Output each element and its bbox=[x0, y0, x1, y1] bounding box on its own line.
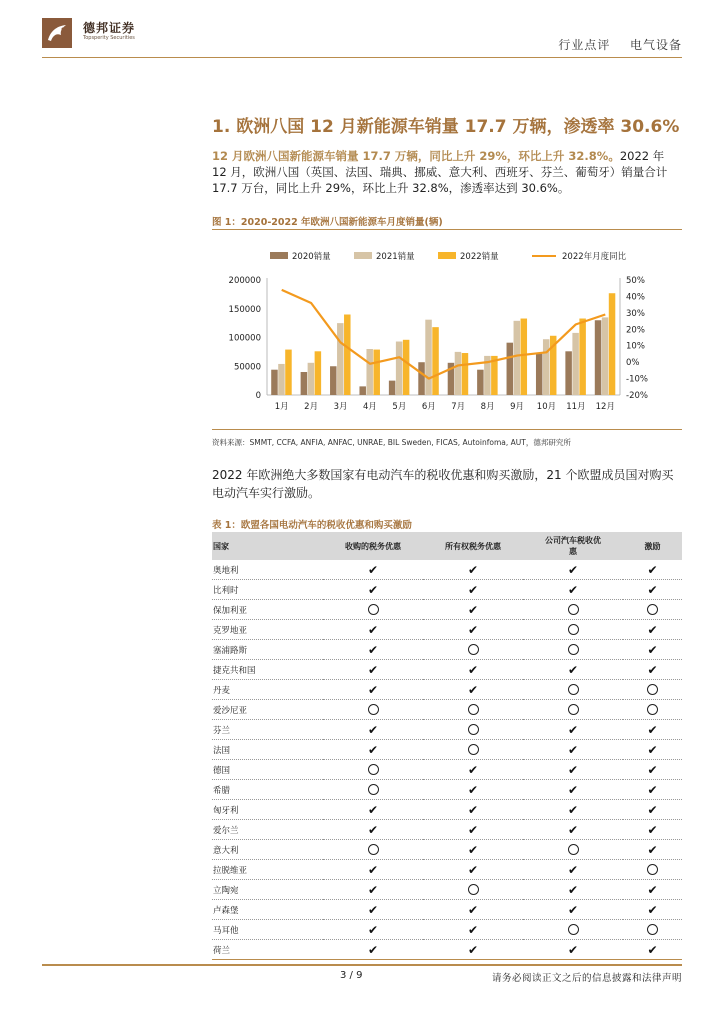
legend-label: 2022年月度同比 bbox=[562, 252, 627, 262]
bar bbox=[565, 351, 572, 395]
table-title: 表 1：欧盟各国电动汽车的税收优惠和购买激励 bbox=[212, 520, 412, 531]
check-icon: ✔ bbox=[323, 640, 423, 660]
check-icon: ✔ bbox=[623, 800, 682, 820]
bar bbox=[271, 370, 277, 395]
company-name-cn: 德邦证券 bbox=[83, 21, 136, 35]
country-cell: 马耳他 bbox=[212, 920, 323, 940]
bar bbox=[536, 354, 543, 395]
x-axis-tick-label: 12月 bbox=[595, 402, 615, 412]
check-icon: ✔ bbox=[623, 640, 682, 660]
check-icon: ✔ bbox=[423, 560, 523, 580]
bar bbox=[301, 372, 308, 395]
check-icon: ✔ bbox=[323, 880, 423, 900]
check-icon: ✔ bbox=[523, 560, 623, 580]
table-header-row bbox=[212, 532, 682, 560]
legend-label: 2021销量 bbox=[376, 252, 415, 262]
header-ownership-tax: 所有权税务优惠 bbox=[423, 532, 523, 560]
country-cell: 匈牙利 bbox=[212, 800, 323, 820]
bar bbox=[432, 327, 439, 395]
y-axis-right-tick-label: 40% bbox=[626, 292, 645, 303]
country-cell: 法国 bbox=[212, 740, 323, 760]
bar bbox=[366, 349, 373, 395]
bar bbox=[344, 315, 351, 396]
check-icon: ✔ bbox=[323, 580, 423, 600]
section-title: 1. 欧洲八国 12 月新能源车销量 17.7 万辆，渗透率 30.6% bbox=[212, 117, 680, 137]
check-icon: ✔ bbox=[323, 740, 423, 760]
y-axis-right-tick-label: -10% bbox=[626, 374, 648, 385]
check-icon: ✔ bbox=[623, 740, 682, 760]
x-axis-tick-label: 10月 bbox=[536, 402, 557, 412]
paragraph-incentives: 2022 年欧洲绝大多数国家有电动汽车的税收优惠和购买激励，21 个欧盟成员国对购买电动汽车实行激励。 bbox=[212, 468, 674, 500]
check-icon: ✔ bbox=[623, 560, 682, 580]
check-icon: ✔ bbox=[323, 680, 423, 700]
circle-icon bbox=[423, 640, 523, 660]
circle-icon bbox=[623, 860, 682, 880]
circle-icon bbox=[523, 920, 623, 940]
x-axis-tick-label: 6月 bbox=[421, 402, 436, 412]
country-cell: 保加利亚 bbox=[212, 600, 323, 620]
country-cell: 立陶宛 bbox=[212, 880, 323, 900]
line-series-yoy bbox=[282, 290, 606, 379]
bar bbox=[373, 350, 380, 395]
table-row bbox=[212, 700, 682, 720]
country-cell: 希腊 bbox=[212, 780, 323, 800]
check-icon: ✔ bbox=[423, 900, 523, 920]
table-row bbox=[212, 640, 682, 660]
circle-icon bbox=[523, 600, 623, 620]
check-icon: ✔ bbox=[523, 880, 623, 900]
bar bbox=[308, 363, 315, 395]
check-icon: ✔ bbox=[623, 820, 682, 840]
table-row bbox=[212, 900, 682, 920]
check-icon: ✔ bbox=[323, 900, 423, 920]
header-incentive: 激励 bbox=[623, 532, 682, 560]
country-cell: 比利时 bbox=[212, 580, 323, 600]
check-icon: ✔ bbox=[523, 800, 623, 820]
legend-swatch bbox=[354, 252, 372, 259]
table-row bbox=[212, 860, 682, 880]
paragraph-summary bbox=[212, 148, 682, 196]
check-icon: ✔ bbox=[523, 580, 623, 600]
table-row bbox=[212, 560, 682, 580]
circle-icon bbox=[323, 840, 423, 860]
check-icon: ✔ bbox=[323, 860, 423, 880]
legal-disclaimer: 请务必阅读正文之后的信息披露和法律声明 bbox=[491, 973, 682, 984]
check-icon: ✔ bbox=[423, 620, 523, 640]
check-icon: ✔ bbox=[623, 580, 682, 600]
table-row bbox=[212, 920, 682, 940]
table-row bbox=[212, 740, 682, 760]
figure-source: 资料来源：SMMT, CCFA, ANFIA, ANFAC, UNRAE, BIL Sweden, FICAS, Autoinfoma, AUT，德邦研究所 bbox=[212, 438, 571, 447]
check-icon: ✔ bbox=[423, 860, 523, 880]
country-cell: 荷兰 bbox=[212, 940, 323, 960]
circle-icon bbox=[323, 700, 423, 720]
bar bbox=[285, 350, 292, 395]
check-icon: ✔ bbox=[423, 820, 523, 840]
table-row bbox=[212, 580, 682, 600]
bar bbox=[595, 320, 602, 395]
check-icon: ✔ bbox=[623, 620, 682, 640]
bar bbox=[602, 317, 609, 395]
paragraph-lead: 12 月欧洲八国新能源车销量 17.7 万辆，同比上升 29%，环比上升 32.8%。 bbox=[212, 149, 620, 163]
y-axis-left-tick-label: 100000 bbox=[228, 333, 261, 344]
table-row bbox=[212, 840, 682, 860]
bar bbox=[315, 351, 322, 395]
check-icon: ✔ bbox=[423, 660, 523, 680]
check-icon: ✔ bbox=[323, 940, 423, 960]
table-row bbox=[212, 680, 682, 700]
table-row bbox=[212, 760, 682, 780]
check-icon: ✔ bbox=[623, 900, 682, 920]
header-country: 国家 bbox=[212, 532, 323, 560]
y-axis-right-tick-label: -20% bbox=[626, 391, 648, 401]
country-cell: 德国 bbox=[212, 760, 323, 780]
footer-divider bbox=[42, 964, 682, 966]
check-icon: ✔ bbox=[423, 840, 523, 860]
check-icon: ✔ bbox=[623, 880, 682, 900]
x-axis-tick-label: 2月 bbox=[304, 402, 319, 412]
circle-icon bbox=[523, 700, 623, 720]
circle-icon bbox=[623, 700, 682, 720]
legend-swatch bbox=[270, 252, 288, 259]
circle-icon bbox=[323, 600, 423, 620]
table-row bbox=[212, 820, 682, 840]
bar bbox=[455, 352, 462, 395]
check-icon: ✔ bbox=[523, 820, 623, 840]
bar bbox=[514, 321, 521, 395]
x-axis-tick-label: 7月 bbox=[451, 402, 466, 412]
country-cell: 卢森堡 bbox=[212, 900, 323, 920]
circle-icon bbox=[523, 640, 623, 660]
bar bbox=[609, 293, 616, 395]
check-icon: ✔ bbox=[323, 620, 423, 640]
bar bbox=[521, 319, 528, 395]
country-cell: 塞浦路斯 bbox=[212, 640, 323, 660]
page-number: 3 / 9 bbox=[340, 970, 363, 981]
circle-icon bbox=[623, 920, 682, 940]
circle-icon bbox=[423, 720, 523, 740]
country-cell: 爱沙尼亚 bbox=[212, 700, 323, 720]
report-type: 行业点评 bbox=[558, 38, 611, 52]
circle-icon bbox=[323, 760, 423, 780]
figure-title: 图 1：2020-2022 年欧洲八国新能源车月度销量(辆) bbox=[212, 217, 443, 228]
check-icon: ✔ bbox=[623, 760, 682, 780]
check-icon: ✔ bbox=[523, 660, 623, 680]
table-row bbox=[212, 780, 682, 800]
country-cell: 丹麦 bbox=[212, 680, 323, 700]
bar bbox=[543, 339, 550, 395]
country-cell: 捷克共和国 bbox=[212, 660, 323, 680]
check-icon: ✔ bbox=[623, 720, 682, 740]
check-icon: ✔ bbox=[323, 920, 423, 940]
x-axis-tick-label: 5月 bbox=[392, 402, 407, 412]
x-axis-tick-label: 1月 bbox=[274, 402, 289, 412]
check-icon: ✔ bbox=[523, 900, 623, 920]
circle-icon bbox=[623, 600, 682, 620]
check-icon: ✔ bbox=[423, 600, 523, 620]
industry-name: 电气设备 bbox=[629, 38, 682, 52]
bar bbox=[330, 366, 337, 395]
table-row bbox=[212, 800, 682, 820]
bar bbox=[477, 370, 484, 395]
y-axis-left-tick-label: 0 bbox=[255, 391, 261, 401]
bar bbox=[462, 353, 469, 395]
circle-icon bbox=[523, 620, 623, 640]
y-axis-left-tick-label: 200000 bbox=[228, 276, 261, 286]
bar bbox=[579, 319, 586, 395]
incentives-table bbox=[212, 532, 682, 960]
monthly-sales-chart bbox=[212, 240, 682, 425]
circle-icon bbox=[423, 740, 523, 760]
company-name-en: Topsperity Securities bbox=[83, 35, 135, 41]
country-cell: 芬兰 bbox=[212, 720, 323, 740]
y-axis-right-tick-label: 0% bbox=[626, 358, 640, 369]
y-axis-right-tick-label: 10% bbox=[626, 341, 645, 352]
circle-icon bbox=[523, 840, 623, 860]
report-category bbox=[558, 36, 682, 53]
check-icon: ✔ bbox=[423, 680, 523, 700]
bar bbox=[278, 364, 285, 395]
table-row bbox=[212, 620, 682, 640]
check-icon: ✔ bbox=[623, 660, 682, 680]
circle-icon bbox=[523, 680, 623, 700]
check-icon: ✔ bbox=[523, 740, 623, 760]
check-icon: ✔ bbox=[523, 940, 623, 960]
country-cell: 奥地利 bbox=[212, 560, 323, 580]
legend-label: 2022销量 bbox=[460, 252, 499, 262]
check-icon: ✔ bbox=[523, 780, 623, 800]
y-axis-right-tick-label: 20% bbox=[626, 325, 645, 336]
check-icon: ✔ bbox=[423, 940, 523, 960]
x-axis-tick-label: 11月 bbox=[566, 402, 586, 412]
check-icon: ✔ bbox=[323, 660, 423, 680]
y-axis-right-tick-label: 50% bbox=[626, 276, 645, 286]
circle-icon bbox=[423, 700, 523, 720]
table-row bbox=[212, 940, 682, 960]
x-axis-tick-label: 9月 bbox=[510, 402, 525, 412]
y-axis-right-tick-label: 30% bbox=[626, 308, 645, 319]
bar bbox=[359, 386, 366, 395]
country-cell: 克罗地亚 bbox=[212, 620, 323, 640]
check-icon: ✔ bbox=[623, 940, 682, 960]
check-icon: ✔ bbox=[423, 580, 523, 600]
country-cell: 拉脱维亚 bbox=[212, 860, 323, 880]
table-row bbox=[212, 660, 682, 680]
bar bbox=[507, 343, 513, 395]
check-icon: ✔ bbox=[423, 920, 523, 940]
header-purchase-tax: 收购的税务优惠 bbox=[323, 532, 423, 560]
country-cell: 爱尔兰 bbox=[212, 820, 323, 840]
table-row bbox=[212, 720, 682, 740]
bar bbox=[403, 340, 410, 395]
bar bbox=[418, 362, 425, 395]
header-divider bbox=[42, 57, 682, 58]
bar bbox=[389, 381, 396, 395]
figure-top-rule bbox=[212, 229, 682, 230]
x-axis-tick-label: 3月 bbox=[333, 402, 348, 412]
table-row bbox=[212, 600, 682, 620]
check-icon: ✔ bbox=[323, 800, 423, 820]
check-icon: ✔ bbox=[523, 760, 623, 780]
country-cell: 意大利 bbox=[212, 840, 323, 860]
table-row bbox=[212, 880, 682, 900]
x-axis-tick-label: 4月 bbox=[362, 402, 377, 412]
paragraph-body: 2022 年 12 月，欧洲八国（英国、法国、瑞典、挪威、意大利、西班牙、芬兰、葡萄牙）销量合计 17.7 万台，同比上升 29%，环比上升 32.8%，渗透率达到 30.6%。 bbox=[212, 149, 668, 195]
circle-icon bbox=[323, 780, 423, 800]
check-icon: ✔ bbox=[623, 840, 682, 860]
header-company-car-tax: 公司汽车税收优惠 bbox=[523, 532, 623, 560]
legend-swatch bbox=[438, 252, 456, 259]
check-icon: ✔ bbox=[623, 780, 682, 800]
check-icon: ✔ bbox=[523, 860, 623, 880]
circle-icon bbox=[623, 680, 682, 700]
company-logo-icon bbox=[42, 18, 72, 48]
figure-bottom-rule bbox=[212, 429, 682, 430]
check-icon: ✔ bbox=[323, 560, 423, 580]
x-axis-tick-label: 8月 bbox=[480, 402, 495, 412]
check-icon: ✔ bbox=[423, 760, 523, 780]
y-axis-left-tick-label: 50000 bbox=[233, 362, 261, 373]
bar bbox=[572, 333, 579, 395]
circle-icon bbox=[423, 880, 523, 900]
bar bbox=[337, 323, 344, 395]
check-icon: ✔ bbox=[323, 820, 423, 840]
check-icon: ✔ bbox=[423, 800, 523, 820]
bar bbox=[425, 320, 432, 395]
check-icon: ✔ bbox=[523, 720, 623, 740]
check-icon: ✔ bbox=[323, 720, 423, 740]
check-icon: ✔ bbox=[423, 780, 523, 800]
y-axis-left-tick-label: 150000 bbox=[228, 304, 261, 315]
legend-label: 2020销量 bbox=[292, 252, 331, 262]
bar bbox=[396, 342, 403, 395]
